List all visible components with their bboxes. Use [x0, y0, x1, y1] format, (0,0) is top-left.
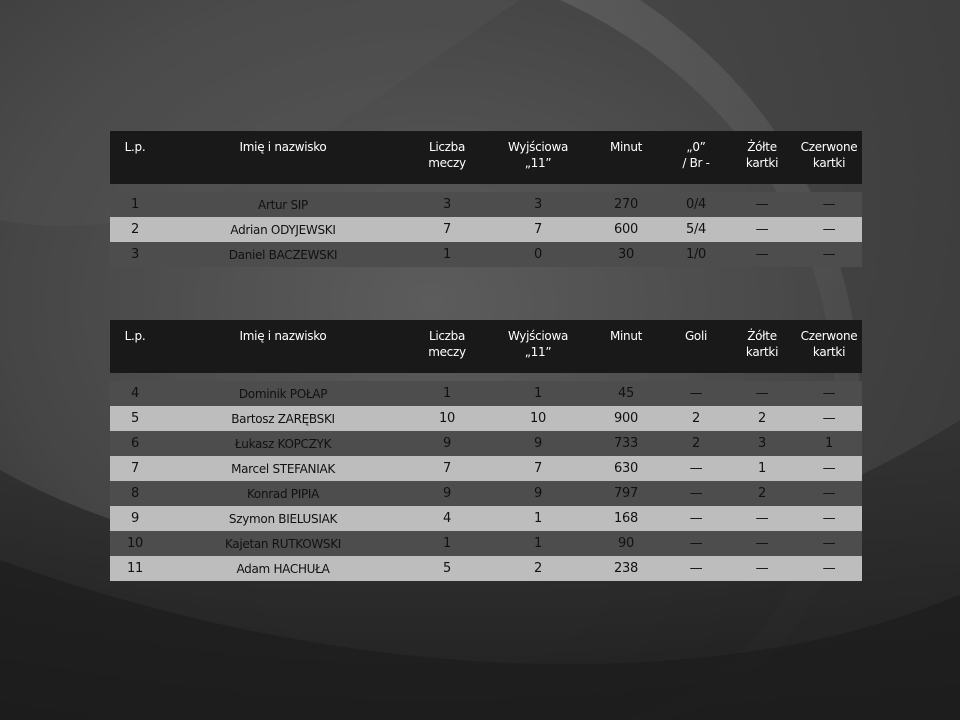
cell-name: Marcel STEFANIAK	[160, 456, 406, 481]
cell-red: —	[796, 506, 862, 531]
cell-yellow: —	[728, 217, 796, 242]
cell-name: Kajetan RUTKOWSKI	[160, 531, 406, 556]
cell-matches: 1	[406, 531, 488, 556]
cell-starting: 3	[488, 192, 588, 217]
cell-matches: 9	[406, 431, 488, 456]
cell-name: Bartosz ZARĘBSKI	[160, 406, 406, 431]
header-starting-eleven: Wyjściowa „11”	[488, 320, 588, 373]
table-row	[110, 431, 862, 456]
cell-red: —	[796, 381, 862, 406]
cell-clean-sheets: 5/4	[664, 217, 728, 242]
cell-matches: 7	[406, 217, 488, 242]
cell-starting: 7	[488, 217, 588, 242]
cell-starting: 1	[488, 381, 588, 406]
header-matches: Liczba meczy	[406, 320, 488, 373]
cell-name: Artur SIP	[160, 192, 406, 217]
cell-lp: 2	[110, 217, 160, 242]
table-row	[110, 192, 862, 217]
cell-red: —	[796, 217, 862, 242]
header-minutes: Minut	[588, 131, 664, 184]
cell-matches: 9	[406, 481, 488, 506]
cell-starting: 2	[488, 556, 588, 581]
cell-minutes: 90	[588, 531, 664, 556]
cell-lp: 10	[110, 531, 160, 556]
header-name: Imię i nazwisko	[160, 131, 406, 184]
cell-name: Szymon BIELUSIAK	[160, 506, 406, 531]
cell-yellow: —	[728, 381, 796, 406]
cell-matches: 4	[406, 506, 488, 531]
cell-minutes: 797	[588, 481, 664, 506]
cell-name: Konrad PIPIA	[160, 481, 406, 506]
cell-goals: —	[664, 506, 728, 531]
cell-name: Łukasz KOPCZYK	[160, 431, 406, 456]
cell-minutes: 30	[588, 242, 664, 267]
cell-minutes: 600	[588, 217, 664, 242]
cell-name: Daniel BACZEWSKI	[160, 242, 406, 267]
cell-name: Adam HACHUŁA	[160, 556, 406, 581]
cell-red: 1	[796, 431, 862, 456]
header-name: Imię i nazwisko	[160, 320, 406, 373]
cell-yellow: 2	[728, 406, 796, 431]
cell-minutes: 45	[588, 381, 664, 406]
cell-clean-sheets: 0/4	[664, 192, 728, 217]
table-row	[110, 456, 862, 481]
cell-minutes: 168	[588, 506, 664, 531]
cell-matches: 7	[406, 456, 488, 481]
cell-lp: 8	[110, 481, 160, 506]
table-header-row	[110, 320, 862, 373]
cell-matches: 1	[406, 242, 488, 267]
cell-minutes: 630	[588, 456, 664, 481]
cell-goals: —	[664, 531, 728, 556]
cell-goals: 2	[664, 406, 728, 431]
cell-red: —	[796, 481, 862, 506]
player-stats-table-1	[110, 131, 862, 267]
cell-lp: 11	[110, 556, 160, 581]
cell-lp: 1	[110, 192, 160, 217]
header-red-cards: Czerwone kartki	[796, 131, 862, 184]
header-goals: Goli	[664, 320, 728, 373]
header-yellow-cards: Żółte kartki	[728, 320, 796, 373]
cell-red: —	[796, 406, 862, 431]
cell-minutes: 900	[588, 406, 664, 431]
cell-minutes: 733	[588, 431, 664, 456]
cell-goals: 2	[664, 431, 728, 456]
cell-goals: —	[664, 456, 728, 481]
cell-lp: 3	[110, 242, 160, 267]
cell-yellow: 3	[728, 431, 796, 456]
cell-name: Adrian ODYJEWSKI	[160, 217, 406, 242]
table-row	[110, 217, 862, 242]
header-matches: Liczba meczy	[406, 131, 488, 184]
table-row	[110, 381, 862, 406]
cell-starting: 1	[488, 506, 588, 531]
header-lp: L.p.	[110, 320, 160, 373]
cell-lp: 6	[110, 431, 160, 456]
cell-clean-sheets: 1/0	[664, 242, 728, 267]
cell-yellow: —	[728, 192, 796, 217]
cell-minutes: 238	[588, 556, 664, 581]
cell-name: Dominik POŁAP	[160, 381, 406, 406]
cell-matches: 1	[406, 381, 488, 406]
header-minutes: Minut	[588, 320, 664, 373]
cell-lp: 4	[110, 381, 160, 406]
table-row	[110, 531, 862, 556]
cell-goals: —	[664, 381, 728, 406]
cell-starting: 0	[488, 242, 588, 267]
cell-yellow: —	[728, 506, 796, 531]
cell-red: —	[796, 531, 862, 556]
cell-starting: 9	[488, 481, 588, 506]
cell-lp: 7	[110, 456, 160, 481]
cell-starting: 7	[488, 456, 588, 481]
cell-red: —	[796, 242, 862, 267]
cell-yellow: 2	[728, 481, 796, 506]
header-red-cards: Czerwone kartki	[796, 320, 862, 373]
player-stats-table-2	[110, 320, 862, 581]
cell-red: —	[796, 456, 862, 481]
cell-yellow: 1	[728, 456, 796, 481]
cell-starting: 10	[488, 406, 588, 431]
cell-starting: 1	[488, 531, 588, 556]
cell-minutes: 270	[588, 192, 664, 217]
header-yellow-cards: Żółte kartki	[728, 131, 796, 184]
header-clean-sheets-goals-conceded: „0” / Br -	[664, 131, 728, 184]
cell-yellow: —	[728, 556, 796, 581]
header-lp: L.p.	[110, 131, 160, 184]
table-header-row	[110, 131, 862, 184]
cell-goals: —	[664, 481, 728, 506]
cell-yellow: —	[728, 242, 796, 267]
cell-starting: 9	[488, 431, 588, 456]
cell-lp: 9	[110, 506, 160, 531]
header-starting-eleven: Wyjściowa „11”	[488, 131, 588, 184]
table-row	[110, 406, 862, 431]
table-row	[110, 481, 862, 506]
cell-matches: 3	[406, 192, 488, 217]
table-row	[110, 242, 862, 267]
cell-red: —	[796, 192, 862, 217]
cell-matches: 5	[406, 556, 488, 581]
cell-red: —	[796, 556, 862, 581]
cell-goals: —	[664, 556, 728, 581]
cell-lp: 5	[110, 406, 160, 431]
table-row	[110, 556, 862, 581]
cell-matches: 10	[406, 406, 488, 431]
table-row	[110, 506, 862, 531]
cell-yellow: —	[728, 531, 796, 556]
